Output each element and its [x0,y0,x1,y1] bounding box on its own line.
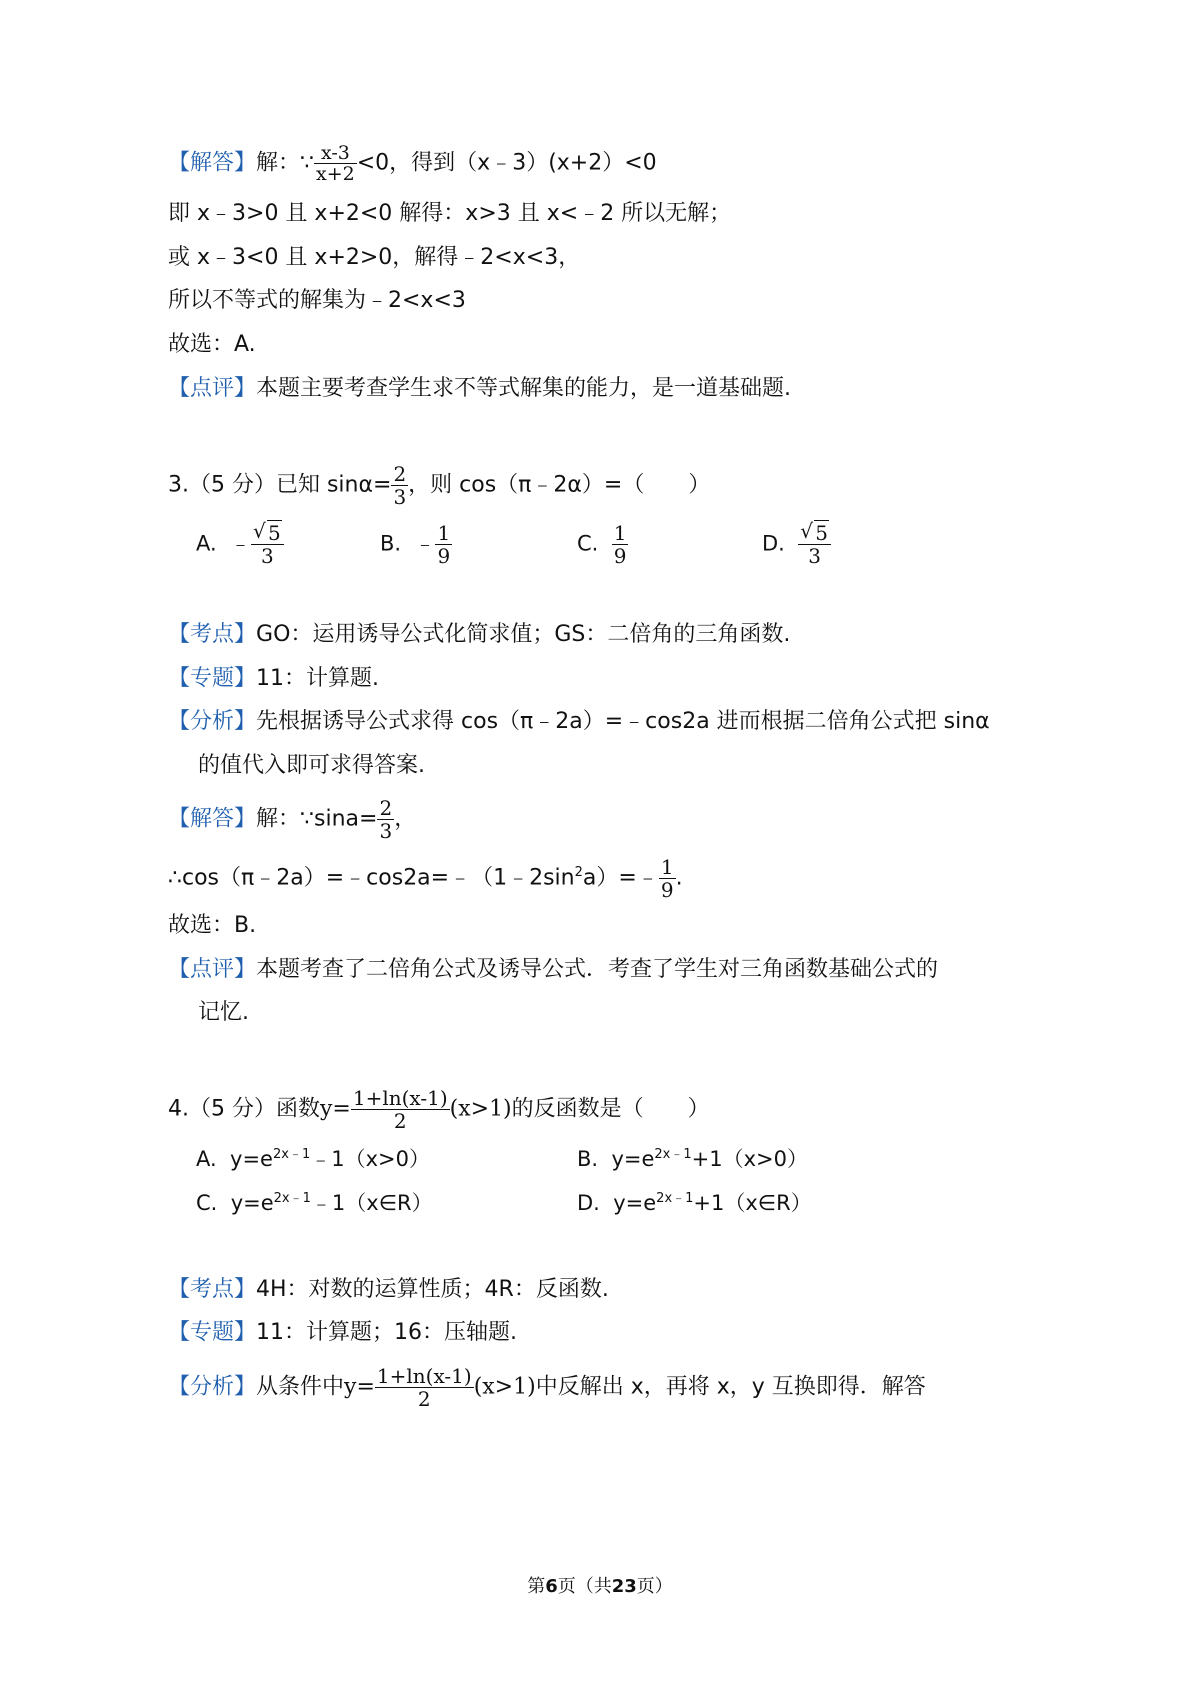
q4-fenxi-line [168,1365,926,1410]
q3-fenxi-text-1: 先根据诱导公式求得 cos（π﹣2a）=﹣cos2a 进而根据二倍角公式把 sinα [256,709,990,734]
q3-zhuanti-line [168,664,379,694]
q3-option-c [577,522,628,567]
q3-option-b-fraction [435,522,452,567]
q4-option-b-post: +1（x>0） [691,1147,808,1171]
q2-choice: 故选：A. [168,332,256,357]
q4-fenxi-tag: 【分析】 [168,1374,257,1400]
q3-choice: 故选：B. [168,913,257,938]
q3-therefore-b: a）=﹣ [582,865,659,891]
q3-answer-b: ， [394,806,417,832]
q3-option-a-denominator: 3 [261,544,274,568]
q3-option-c-denominator: 9 [613,544,627,568]
q3-therefore-line [168,856,683,901]
q3-option-c-numerator: 1 [613,521,627,545]
q4-fenxi-fraction-numerator: 1+ln(x-1) [376,1364,472,1388]
q3-comment-text-1: 本题考查了二倍角公式及诱导公式．考查了学生对三角函数基础公式的 [256,957,939,982]
q4-fenxi-condition: (x>1) [473,1374,536,1400]
q4-option-b [577,1144,808,1174]
q3-option-a [196,519,284,568]
q4-option-b-pre: y=e [611,1147,655,1171]
footer-total-pages: 23 [611,1576,637,1597]
q2-answer-text-b: <0，得到（x﹣3）(x+2）<0 [356,150,657,176]
q3-stem [168,463,710,508]
q2-fraction-denominator: x+2 [316,163,355,185]
q4-stem-fraction-denominator: 2 [393,1109,407,1133]
q4-fenxi-a: 从条件中 [256,1374,345,1400]
q3-option-d-denominator: 3 [808,544,821,568]
footer-post: 页） [636,1576,673,1597]
q3-answer-fraction [377,797,394,842]
q3-option-a-fraction [251,519,284,568]
q3-answer-denominator: 3 [379,819,393,843]
q4-option-c-post: ﹣1（x∈R） [310,1191,433,1215]
q4-stem-y: y= [319,1096,351,1122]
q3-answer-numerator: 2 [379,796,393,820]
sqrt-icon: √ [253,519,266,543]
q2-line-2: 即 x﹣3>0 且 x+2<0 解得：x>3 且 x<﹣2 所以无解； [168,201,732,226]
q4-option-a-label: A. [196,1147,217,1171]
sqrt-icon: √ [800,519,813,543]
q4-fenxi-fraction [375,1365,474,1410]
q2-line-4: 所以不等式的解集为﹣2<x<3 [168,288,466,313]
q3-stem-fraction-denominator: 3 [393,485,407,509]
q3-answer-line [168,797,416,842]
q3-zhuanti-tag: 【专题】 [168,666,257,691]
q2-line-3: 或 x﹣3<0 且 x+2>0，解得﹣2<x<3， [168,245,581,270]
q4-stem [168,1087,710,1132]
q3-fenxi-line [168,707,990,737]
footer-mid: 页（共 [557,1576,612,1597]
q3-fenxi-text-2: 的值代入即可求得答案. [198,753,425,778]
q3-comment-text-2: 记忆. [198,1000,249,1025]
q4-stem-fraction-numerator: 1+ln(x-1) [352,1086,448,1110]
q3-fenxi-tag: 【分析】 [168,709,257,734]
q4-zhuanti-line [168,1318,517,1348]
q4-option-a-pre: y=e [230,1147,273,1171]
q3-option-d-label: D. [762,531,785,556]
q4-kaodian-text: 4H：对数的运算性质；4R：反函数. [256,1277,609,1302]
q3-answer-tag: 【解答】 [168,806,257,832]
q4-stem-condition: (x>1) [449,1096,512,1122]
page-footer [0,1575,1200,1599]
q3-stem-a: 3.（5 分）已知 sinα= [168,472,392,498]
q3-option-a-label: A. [196,531,217,556]
q2-answer-line [168,143,657,184]
q3-therefore-denominator: 9 [660,878,674,902]
footer-pre: 第 [527,1576,546,1597]
q2-answer-tag: 【解答】 [168,150,257,176]
q3-therefore-numerator: 1 [660,855,674,879]
q3-option-b-denominator: 9 [437,544,451,568]
q4-kaodian-tag: 【考点】 [168,1277,257,1302]
q4-option-c-pre: y=e [230,1191,274,1215]
q4-option-a [196,1144,430,1174]
q3-option-b-numerator: 1 [437,521,451,545]
q4-option-a-post: ﹣1（x>0） [310,1147,430,1171]
q3-option-c-fraction [612,522,629,567]
q2-fraction-numerator: x-3 [314,143,357,164]
q4-zhuanti-text: 11：计算题；16：压轴题. [256,1320,517,1345]
q2-answer-text-a: 解：∵ [256,150,315,176]
q4-option-b-label: B. [577,1147,599,1171]
q3-kaodian-line [168,620,790,650]
q4-option-d [577,1188,812,1218]
q3-option-a-sign: ﹣ [230,531,252,556]
footer-page-number: 6 [545,1576,558,1597]
q3-option-b-sign: ﹣ [414,531,436,556]
q3-stem-fraction-numerator: 2 [393,462,407,486]
q4-option-d-label: D. [577,1191,600,1215]
q4-stem-fraction [351,1087,450,1132]
q3-option-b-label: B. [380,531,402,556]
q2-comment-text: 本题主要考查学生求不等式解集的能力，是一道基础题. [256,376,792,401]
q4-stem-b: 的反函数是（ ） [511,1096,710,1122]
q4-stem-a: 4.（5 分）函数 [168,1096,320,1122]
q4-option-c-label: C. [196,1191,218,1215]
q3-therefore-fraction [659,856,676,901]
q3-kaodian-tag: 【考点】 [168,622,257,647]
q3-therefore-a: ∴cos（π﹣2a）=﹣cos2a=﹣（1﹣2sin [168,865,575,891]
q3-kaodian-text: GO：运用诱导公式化简求值；GS：二倍角的三角函数. [256,622,791,647]
q3-option-b [380,522,452,567]
q3-zhuanti-text: 11：计算题. [256,666,380,691]
q3-option-a-numerator: √ 5 [251,522,284,545]
q3-stem-b: ，则 cos（π﹣2α）=（ ） [408,472,711,498]
q2-comment-tag: 【点评】 [168,376,257,401]
q2-fraction [314,143,357,184]
q3-answer-a: 解：∵sina= [256,806,378,832]
q4-zhuanti-tag: 【专题】 [168,1320,257,1345]
q4-option-d-sup: 2x﹣1 [656,1191,694,1206]
q4-option-d-post: +1（x∈R） [693,1191,812,1215]
q4-option-c [196,1188,433,1218]
q4-option-a-sup: 2x﹣1 [272,1147,311,1162]
q2-comment-line [168,374,791,404]
q4-option-b-sup: 2x﹣1 [654,1147,692,1162]
q3-stem-fraction [391,463,408,508]
q3-option-d [762,519,831,568]
q4-fenxi-b: 中反解出 x，再将 x，y 互换即得．解答 [535,1374,926,1400]
q3-comment-line [168,955,938,985]
q3-option-c-label: C. [577,531,599,556]
q3-comment-tag: 【点评】 [168,957,257,982]
q4-fenxi-fraction-denominator: 2 [417,1387,431,1411]
q4-option-d-pre: y=e [613,1191,657,1215]
q3-option-d-numerator: √ 5 [798,522,831,545]
q4-kaodian-line [168,1275,609,1305]
q4-fenxi-y: y= [344,1374,375,1400]
q3-therefore-c: . [675,865,683,891]
q4-option-c-sup: 2x﹣1 [273,1191,311,1206]
q3-therefore-sup: 2 [574,865,583,881]
q3-option-d-fraction [798,519,831,568]
